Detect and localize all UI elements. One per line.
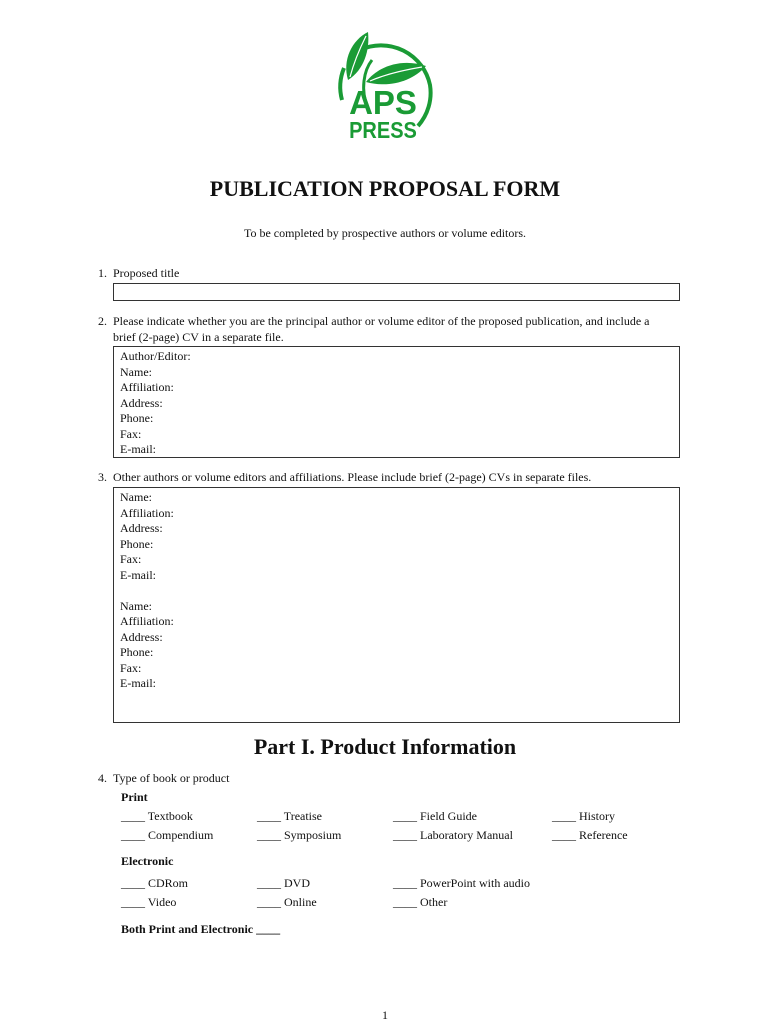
option-dvd[interactable]: ____ DVD xyxy=(257,876,310,890)
question-number: 2. xyxy=(98,314,107,328)
option-online[interactable]: ____ Online xyxy=(257,895,317,909)
option-reference[interactable]: ____ Reference xyxy=(552,828,628,842)
logo-press-text: PRESS xyxy=(349,118,417,144)
field-label-phone: Phone: xyxy=(120,536,154,551)
question-text-line2: brief (2-page) CV in a separate file. xyxy=(113,329,284,344)
field-label-address: Address: xyxy=(120,395,163,410)
logo-wordmark xyxy=(330,86,436,142)
option-laboratory-manual[interactable]: ____ Laboratory Manual xyxy=(393,828,513,842)
proposed-title-field[interactable] xyxy=(113,283,680,301)
field-label-name: Name: xyxy=(120,598,152,613)
question-number: 3. xyxy=(98,470,107,484)
option-field-guide[interactable]: ____ Field Guide xyxy=(393,809,477,823)
field-label-author-editor: Author/Editor: xyxy=(120,349,191,363)
field-label-affiliation: Affiliation: xyxy=(120,614,174,628)
field-label-phone: Phone: xyxy=(120,411,154,425)
field-label-name: Name: xyxy=(120,364,152,379)
field-label-email: E-mail: xyxy=(120,442,156,456)
option-symposium[interactable]: ____ Symposium xyxy=(257,828,342,842)
option-other[interactable]: ____ Other xyxy=(393,895,448,909)
field-label-affiliation: Affiliation: xyxy=(120,380,174,394)
field-label-fax: Fax: xyxy=(120,426,142,441)
field-label-address: Address: xyxy=(120,629,163,644)
field-label-fax: Fax: xyxy=(120,660,142,675)
field-label-email: E-mail: xyxy=(120,676,156,690)
option-powerpoint-with-audio[interactable]: ____ PowerPoint with audio xyxy=(393,876,530,890)
question-number: 1. xyxy=(98,266,107,280)
option-treatise[interactable]: ____ Treatise xyxy=(257,809,323,823)
form-title: PUBLICATION PROPOSAL FORM xyxy=(209,176,561,201)
option-cdrom[interactable]: ____ CDRom xyxy=(121,876,189,890)
other-authors-box[interactable] xyxy=(113,487,680,723)
question-number: 4. xyxy=(98,771,107,785)
author-editor-box[interactable] xyxy=(113,346,680,458)
part-1-heading: Part I. Product Information xyxy=(253,734,517,759)
option-compendium[interactable]: ____ Compendium xyxy=(121,828,214,842)
field-label-email: E-mail: xyxy=(120,567,156,582)
question-2 xyxy=(98,314,698,345)
electronic-heading: Electronic xyxy=(121,854,174,868)
field-label-fax: Fax: xyxy=(120,552,142,566)
form-subtitle: To be completed by prospective authors or volume editors. xyxy=(243,226,527,240)
field-label-address: Address: xyxy=(120,521,163,535)
question-text: Proposed title xyxy=(113,266,180,280)
option-textbook[interactable]: ____ Textbook xyxy=(121,809,193,823)
page-number: 1 xyxy=(382,1008,388,1022)
option-history[interactable]: ____ History xyxy=(552,809,615,823)
field-label-name: Name: xyxy=(120,490,152,504)
field-label-phone: Phone: xyxy=(120,645,154,659)
question-text: Other authors or volume editors and affiliations. Please include brief (2-page) CVs in separate files. xyxy=(113,470,592,484)
option-video[interactable]: ____ Video xyxy=(121,895,177,909)
field-label-affiliation: Affiliation: xyxy=(120,505,174,520)
logo-aps-text: APS xyxy=(349,84,417,121)
option-both-print-and-electronic[interactable]: Both Print and Electronic ____ xyxy=(121,922,281,936)
question-text: Type of book or product xyxy=(113,771,230,785)
print-heading: Print xyxy=(121,790,148,804)
question-text-line1: Please indicate whether you are the principal author or volume editor of the proposed publication, and include a xyxy=(113,314,650,328)
